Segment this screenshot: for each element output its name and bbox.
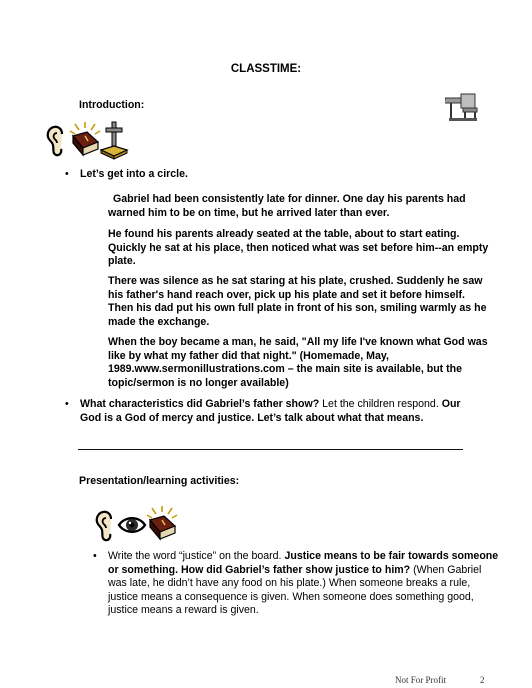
story-paragraph-4: When the boy became a man, he said, "All my life I've known what God was like by what my father did that night." (Homemade, May, 1989.www.sermonillustrations.com – the main site is available, but the topic/sermon is no longer available) [108,336,488,389]
classroom-desk-icon [445,92,481,122]
justice-instruction: Write the word “justice” on the board. [108,550,285,562]
bullet-justice [108,550,503,618]
justice-definition: Justice means to be fair towards someone or something. How did Gabriel’s father show justice to him? [108,550,499,576]
ear-icon [45,125,67,157]
footer-not-for-profit: Not For Profit [395,675,447,685]
bullet-get-into-circle: Let’s get into a circle. [80,168,188,180]
god-statement: Our God is a God of mercy and justice. Let’s talk about what that means. [80,398,461,424]
story-paragraph-3: There was silence as he sat staring at his plate, crushed. Suddenly he saw his father's hand reach over, pick up his plate and set it before himself. Then his dad put his own full plate in front of his son, smiling warmly as he made the exchange. [108,275,487,328]
bullet-marker: • [65,398,69,410]
story-paragraph-1: Gabriel had been consistently late for dinner. One day his parents had warned him to be on time, but he arrived later than ever. [108,193,466,219]
section-divider [78,449,463,450]
respond-text: Let the children respond. [319,398,442,410]
bullet-marker: • [93,550,97,562]
justice-explanation: (When Gabriel was late, he didn’t have any food on his plate.) When someone breaks a rule, justice means a consequence is given. When someone does something good, justice means a reward is given. [108,563,482,617]
presentation-heading: Presentation/learning activities: [79,475,240,487]
bullet-characteristics [80,398,480,425]
page-number: 2 [480,675,485,685]
bullet-marker: • [65,168,69,180]
bible-icon [69,122,101,158]
bible-icon [146,506,178,542]
eye-icon [117,513,147,537]
introduction-heading: Introduction: [79,99,145,111]
cross-book-icon [99,120,129,160]
question-text: What characteristics did Gabriel’s father show? [80,398,320,410]
ear-icon [94,510,116,542]
story-paragraph-2: He found his parents already seated at the table, about to start eating. Quickly he sat at his place, then noticed what was set before him--an empty plate. [108,228,489,268]
page-title: CLASSTIME: [230,63,302,75]
